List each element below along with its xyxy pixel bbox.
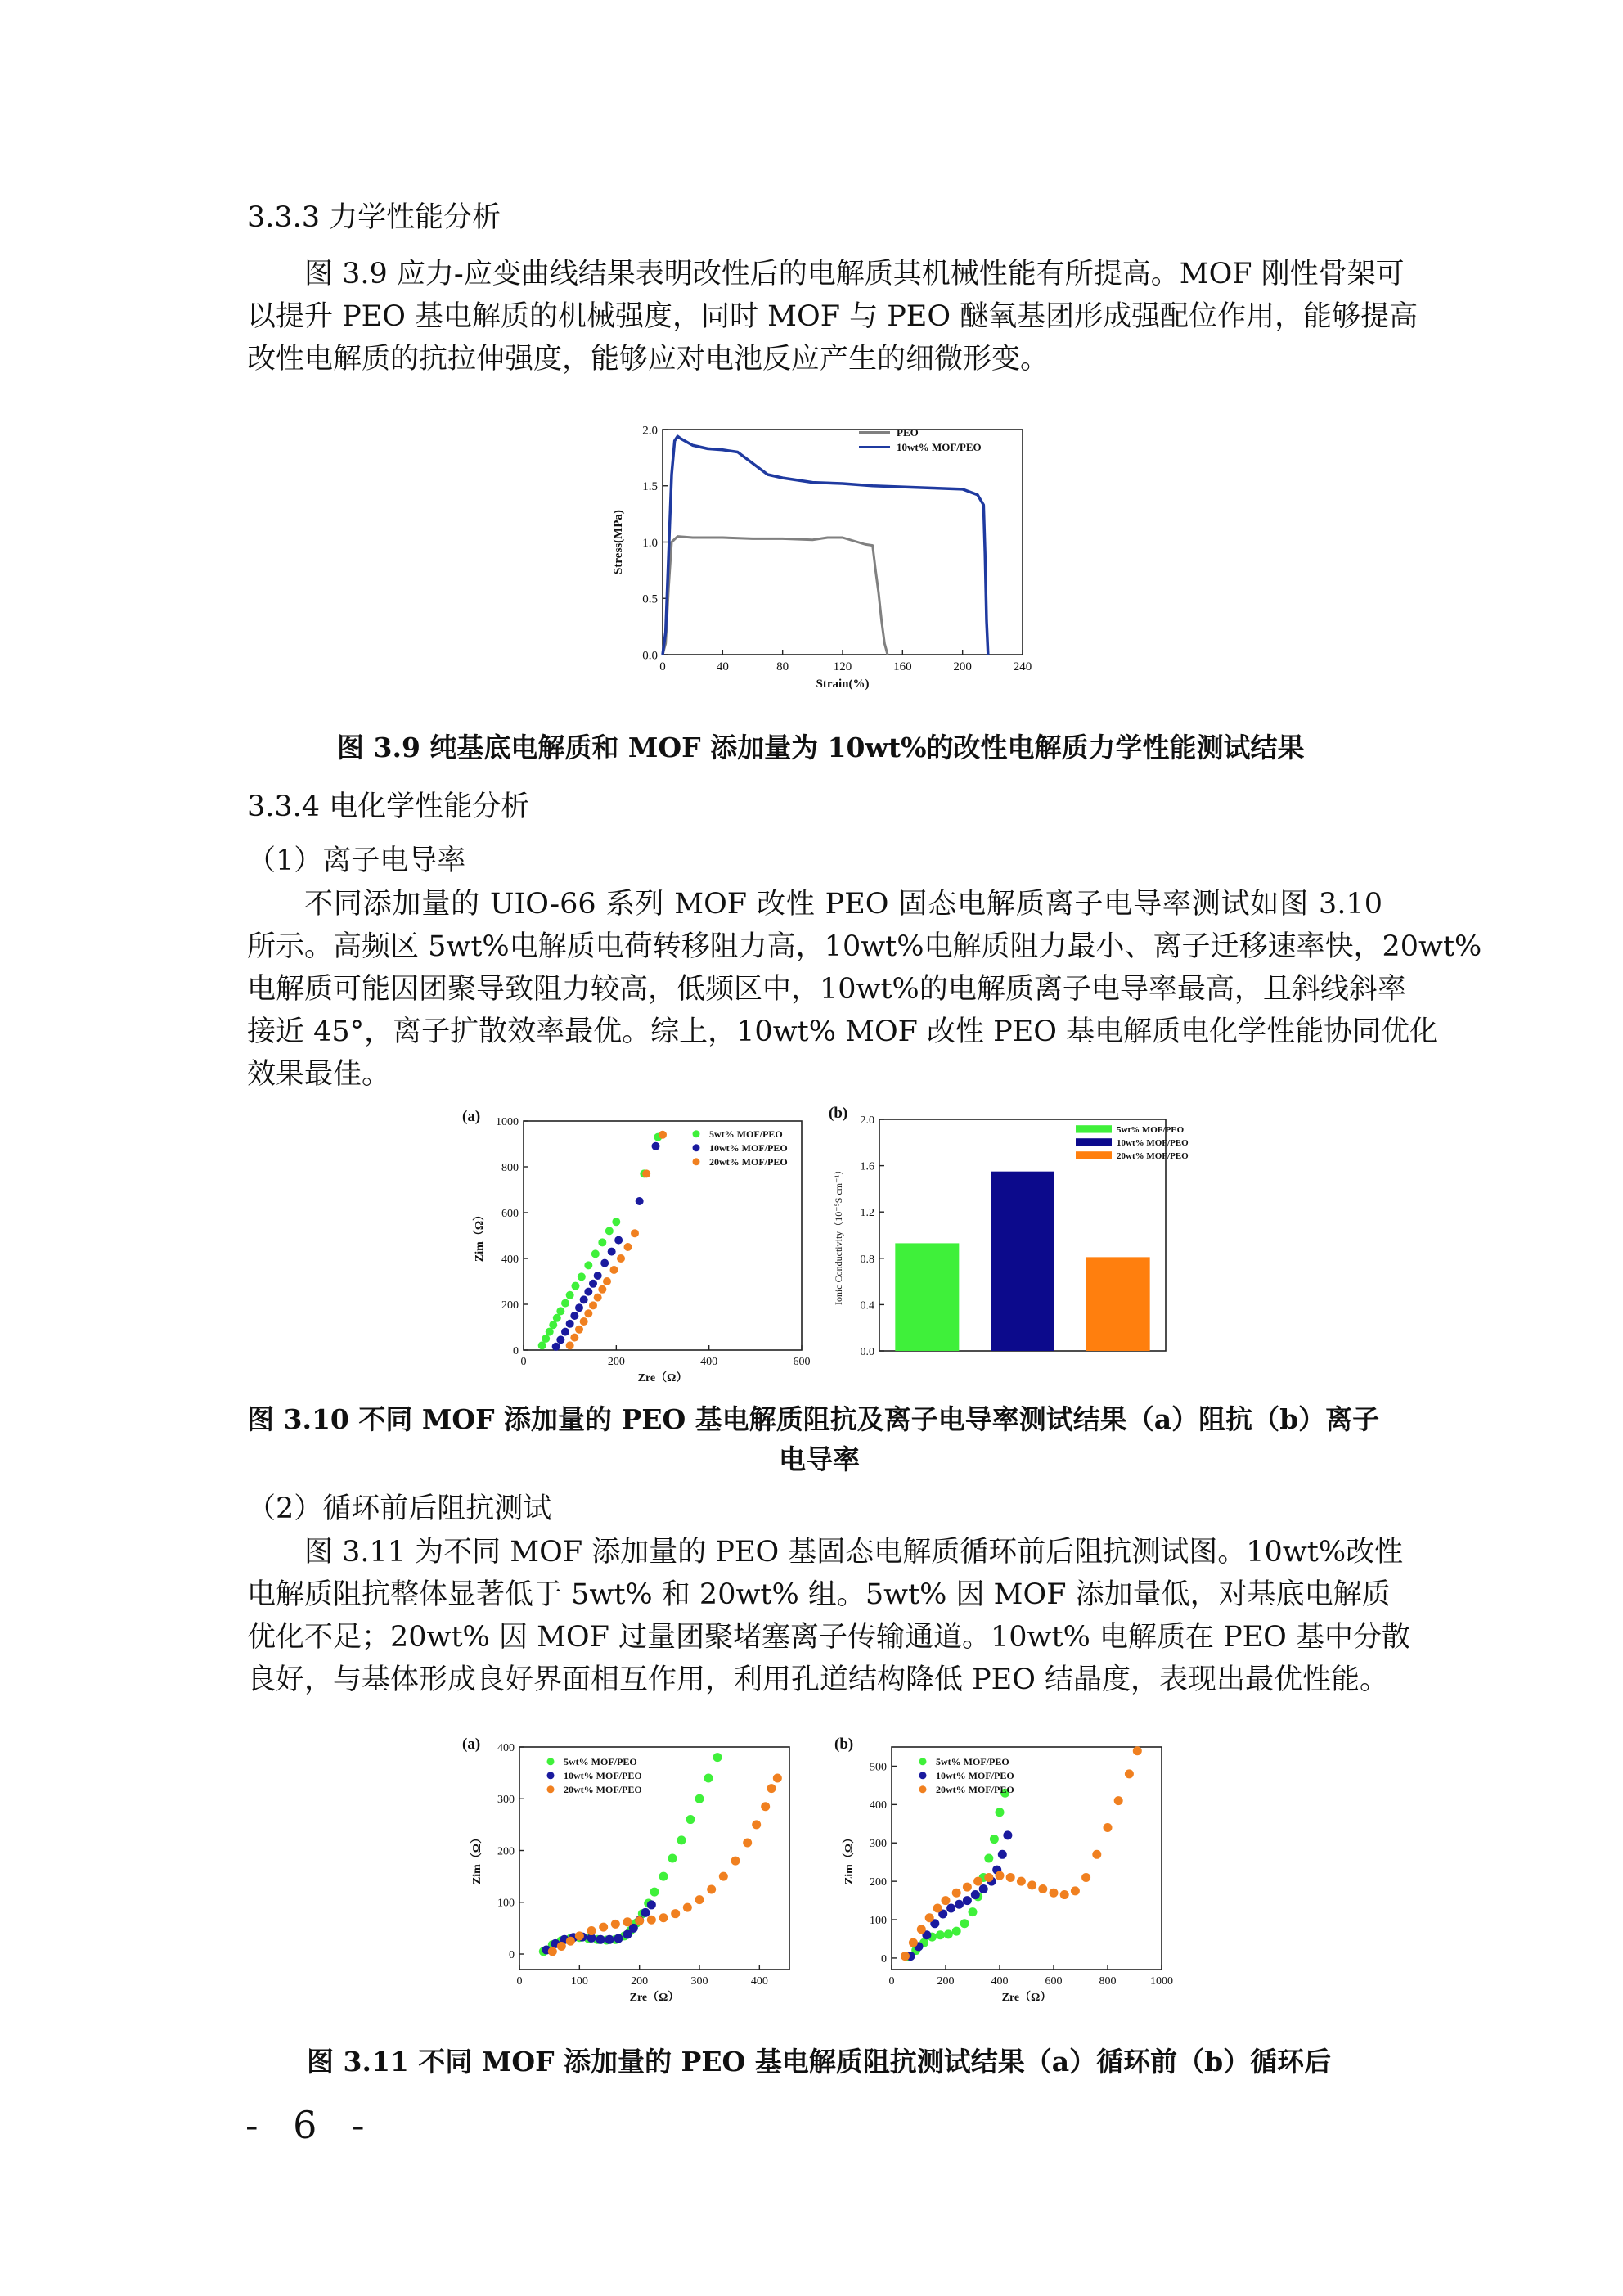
x-tick-label: 200	[607, 1356, 625, 1368]
data-point	[952, 1889, 961, 1898]
series-line	[663, 537, 888, 655]
y-tick-label: 300	[497, 1794, 515, 1807]
paragraph-line: 不同添加量的 UIO-66 系列 MOF 改性 PEO 固态电解质离子电导率测试如图 3.10	[304, 888, 1382, 921]
y-tick-label: 1.0	[642, 536, 658, 550]
legend-marker	[919, 1772, 927, 1779]
data-point	[704, 1773, 713, 1782]
legend-label: 10wt% MOF/PEO	[936, 1770, 1014, 1781]
x-tick-label: 100	[570, 1975, 588, 1988]
y-tick-label: 1000	[496, 1115, 519, 1128]
data-point	[668, 1854, 677, 1863]
y-axis-label: Zim（Ω）	[843, 1831, 856, 1885]
data-point	[996, 1808, 1005, 1817]
x-axis-label: Strain(%)	[816, 678, 870, 691]
data-point	[761, 1802, 770, 1811]
data-point	[596, 1935, 605, 1944]
paragraph-line: 良好，与基体形成良好界面相互作用，利用孔道结构降低 PEO 结晶度，表现出最优性能。	[247, 1663, 1389, 1696]
x-tick-label: 0	[888, 1975, 895, 1988]
x-tick-label: 200	[937, 1975, 955, 1988]
legend-swatch	[1076, 1125, 1112, 1132]
y-tick-label: 0	[881, 1952, 887, 1965]
legend-label: 20wt% MOF/PEO	[709, 1156, 788, 1168]
data-point	[1092, 1850, 1101, 1859]
x-tick-label: 240	[1013, 660, 1032, 673]
data-point	[584, 1261, 592, 1269]
legend-marker	[547, 1785, 555, 1793]
paragraph-line: 效果最佳。	[247, 1058, 391, 1091]
x-tick-label: 1000	[1150, 1975, 1173, 1988]
data-point	[984, 1854, 993, 1863]
data-point	[963, 1896, 972, 1905]
data-point	[1060, 1890, 1069, 1899]
data-point	[1071, 1886, 1080, 1895]
data-point	[707, 1884, 716, 1893]
data-point	[695, 1895, 704, 1904]
y-tick-label: 0	[513, 1344, 519, 1357]
data-point	[659, 1872, 668, 1881]
data-point	[752, 1820, 761, 1829]
legend-label: 20wt% MOF/PEO	[936, 1784, 1014, 1795]
data-point	[917, 1925, 926, 1934]
legend-label: 20wt% MOF/PEO	[564, 1784, 642, 1795]
data-point	[556, 1307, 564, 1315]
data-point	[580, 1295, 588, 1303]
y-tick-label: 0.5	[642, 592, 658, 606]
legend-label: 5wt% MOF/PEO	[936, 1756, 1009, 1767]
data-point	[575, 1326, 583, 1334]
x-tick-label: 300	[690, 1975, 708, 1988]
data-point	[557, 1942, 566, 1951]
data-point	[652, 1142, 660, 1150]
figure-3-11-caption: 图 3.11 不同 MOF 添加量的 PEO 基电解质阻抗测试结果（a）循环前（b）循环后	[307, 2046, 1332, 2078]
series-line	[663, 436, 988, 655]
data-point	[566, 1341, 574, 1349]
data-point	[575, 1303, 583, 1312]
y-tick-label: 400	[501, 1253, 519, 1266]
data-point	[603, 1277, 611, 1285]
bar	[991, 1172, 1054, 1351]
data-point	[608, 1248, 616, 1256]
data-point	[960, 1919, 969, 1928]
figure-3-9-caption: 图 3.9 纯基底电解质和 MOF 添加量为 10wt%的改性电解质力学性能测试结果	[337, 732, 1305, 763]
y-tick-label: 100	[497, 1897, 515, 1910]
x-tick-label: 0	[520, 1356, 527, 1368]
y-tick-label: 400	[870, 1799, 887, 1812]
data-point	[587, 1926, 596, 1935]
data-point	[971, 1890, 980, 1899]
data-point	[600, 1259, 609, 1267]
data-point	[683, 1903, 692, 1912]
y-tick-label: 100	[870, 1914, 887, 1927]
data-point	[614, 1934, 623, 1943]
legend-marker	[693, 1144, 700, 1151]
y-tick-label: 1.2	[860, 1207, 874, 1220]
data-point	[575, 1931, 584, 1940]
y-tick-label: 2.0	[860, 1114, 874, 1127]
x-tick-label: 160	[893, 660, 912, 673]
data-point	[636, 1197, 644, 1205]
legend-swatch	[1076, 1151, 1112, 1159]
data-point	[589, 1280, 597, 1288]
x-axis-label: Zre（Ω）	[637, 1372, 688, 1384]
data-point	[671, 1909, 680, 1918]
data-point	[942, 1896, 951, 1905]
data-point	[944, 1929, 953, 1938]
data-point	[641, 1908, 650, 1917]
data-point	[990, 1835, 999, 1844]
y-tick-label: 1.6	[860, 1160, 874, 1173]
data-point	[584, 1288, 592, 1296]
figure-3-11b-impedance-after-cycling	[826, 1731, 1178, 2013]
x-tick-label: 800	[1099, 1975, 1117, 1988]
data-point	[614, 1236, 623, 1245]
figure-3-10a-impedance-chart	[454, 1105, 822, 1387]
y-tick-label: 200	[497, 1845, 515, 1858]
data-point	[561, 1299, 569, 1308]
legend-label: 5wt% MOF/PEO	[709, 1128, 783, 1140]
data-point	[1133, 1746, 1142, 1755]
y-tick-label: 400	[497, 1741, 515, 1754]
x-tick-label: 80	[776, 660, 789, 673]
data-point	[996, 1871, 1005, 1880]
data-point	[571, 1282, 579, 1290]
data-point	[542, 1335, 550, 1343]
x-tick-label: 40	[716, 660, 729, 673]
page-number: - 6 -	[245, 2103, 376, 2147]
data-point	[591, 1249, 600, 1258]
data-point	[936, 1930, 945, 1939]
data-point	[659, 1131, 667, 1139]
data-point	[549, 1321, 557, 1329]
legend-label: 10wt% MOF/PEO	[709, 1142, 788, 1154]
data-point	[963, 1883, 972, 1892]
data-point	[713, 1753, 722, 1762]
y-tick-label: 600	[501, 1207, 519, 1220]
data-point	[1027, 1880, 1036, 1889]
y-tick-label: 200	[501, 1299, 519, 1312]
figure-3-11a-impedance-before-cycling	[454, 1731, 806, 2013]
data-point	[610, 1266, 618, 1274]
data-point	[594, 1272, 602, 1280]
data-point	[594, 1294, 602, 1302]
legend-swatch	[1076, 1138, 1112, 1146]
data-point	[589, 1301, 597, 1309]
data-point	[578, 1272, 586, 1281]
data-point	[773, 1773, 782, 1782]
data-point	[1003, 1830, 1012, 1839]
legend-label: 10wt% MOF/PEO	[1117, 1138, 1189, 1148]
figure-3-9-stress-strain-chart	[605, 413, 1047, 708]
y-tick-label: 500	[870, 1761, 887, 1774]
paragraph-line: 优化不足；20wt% 因 MOF 过量团聚堵塞离子传输通道。10wt% 电解质在 PEO 基中分散	[247, 1621, 1410, 1654]
y-tick-label: 800	[501, 1161, 519, 1174]
data-point	[952, 1927, 961, 1936]
y-tick-label: 0.8	[860, 1253, 874, 1266]
data-point	[979, 1884, 988, 1893]
legend-label: 10wt% MOF/PEO	[564, 1770, 642, 1781]
data-point	[611, 1920, 620, 1929]
legend-marker	[919, 1758, 927, 1765]
data-point	[566, 1320, 574, 1328]
plot-frame	[663, 430, 1023, 655]
data-point	[1114, 1796, 1123, 1805]
x-tick-label: 400	[750, 1975, 768, 1988]
data-point	[955, 1900, 964, 1909]
data-point	[584, 1309, 592, 1317]
legend-label: 5wt% MOF/PEO	[1117, 1125, 1185, 1135]
paragraph-line: 图 3.11 为不同 MOF 添加量的 PEO 基固态电解质循环前后阻抗测试图。10wt%改性	[304, 1536, 1404, 1569]
x-tick-label: 600	[1045, 1975, 1063, 1988]
data-point	[598, 1238, 606, 1246]
data-point	[686, 1815, 695, 1824]
data-point	[731, 1857, 740, 1866]
x-axis-label: Zre（Ω）	[1001, 1992, 1052, 2004]
data-point	[570, 1334, 578, 1342]
data-point	[1125, 1769, 1134, 1778]
bar	[1086, 1257, 1150, 1351]
y-axis-label: Stress(MPa)	[612, 510, 625, 574]
x-axis-label: Zre（Ω）	[629, 1992, 680, 2004]
data-point	[1006, 1873, 1015, 1882]
paragraph-line: 以提升 PEO 基电解质的机械强度，同时 MOF 与 PEO 醚氧基团形成强配位作用，能够提高	[247, 300, 1418, 333]
y-axis-label: Zim（Ω）	[474, 1209, 486, 1263]
data-point	[909, 1938, 918, 1947]
panel-label: (a)	[462, 1108, 481, 1125]
data-point	[933, 1903, 942, 1912]
data-point	[695, 1794, 704, 1803]
data-point	[973, 1877, 982, 1886]
data-point	[617, 1254, 625, 1263]
paragraph-line: 电解质可能因团聚导致阻力较高，低频区中，10wt%的电解质离子电导率最高，且斜线斜率	[247, 973, 1406, 1006]
data-point	[546, 1328, 554, 1336]
legend-marker	[547, 1758, 555, 1765]
data-point	[538, 1341, 546, 1349]
plot-frame	[519, 1747, 789, 1970]
data-point	[650, 1888, 659, 1897]
subsection-ionic-conductivity: （1）离子电导率	[247, 844, 466, 877]
data-point	[969, 1907, 978, 1916]
legend-label: 5wt% MOF/PEO	[564, 1756, 637, 1767]
x-tick-label: 400	[991, 1975, 1009, 1988]
data-point	[556, 1335, 564, 1344]
y-tick-label: 0.4	[860, 1299, 874, 1312]
data-point	[1104, 1823, 1113, 1832]
legend-marker	[547, 1772, 555, 1779]
panel-label: (a)	[462, 1736, 481, 1753]
panel-label: (b)	[829, 1105, 848, 1122]
figure-3-10-caption-line2: 电导率	[779, 1443, 860, 1475]
data-point	[984, 1873, 993, 1882]
data-point	[561, 1328, 569, 1336]
x-tick-label: 0	[659, 660, 666, 673]
data-point	[901, 1952, 910, 1961]
x-tick-label: 400	[700, 1356, 718, 1368]
data-point	[553, 1314, 561, 1322]
data-point	[677, 1835, 686, 1844]
data-point	[598, 1285, 606, 1294]
legend-label: 20wt% MOF/PEO	[1117, 1151, 1189, 1161]
y-tick-label: 200	[870, 1876, 887, 1889]
data-point	[570, 1312, 578, 1320]
y-tick-label: 1.5	[642, 480, 658, 493]
data-point	[925, 1913, 934, 1922]
figure-3-10-caption-line1: 图 3.10 不同 MOF 添加量的 PEO 基电解质阻抗及离子电导率测试结果（a）阻抗（b）离子	[247, 1403, 1380, 1435]
data-point	[623, 1917, 632, 1926]
legend-marker	[693, 1130, 700, 1137]
data-point	[624, 1243, 632, 1251]
y-tick-label: 2.0	[642, 424, 658, 438]
data-point	[719, 1872, 728, 1881]
x-tick-label: 600	[793, 1356, 811, 1368]
paragraph-line: 所示。高频区 5wt%电解质电荷转移阻力高，10wt%电解质阻力最小、离子迁移速率快，20wt%	[247, 930, 1482, 963]
y-tick-label: 0.0	[860, 1346, 874, 1358]
data-point	[647, 1916, 656, 1925]
plot-frame	[524, 1121, 802, 1350]
data-point	[1081, 1873, 1090, 1882]
legend-marker	[693, 1158, 700, 1165]
data-point	[566, 1937, 575, 1946]
data-point	[566, 1291, 574, 1299]
data-point	[659, 1913, 668, 1922]
y-tick-label: 0.0	[642, 649, 658, 663]
x-tick-label: 200	[953, 660, 972, 673]
x-tick-label: 200	[631, 1975, 649, 1988]
data-point	[605, 1227, 614, 1235]
x-tick-label: 0	[516, 1975, 523, 1988]
data-point	[1050, 1889, 1059, 1898]
paragraph-line: 图 3.9 应力-应变曲线结果表明改性后的电解质其机械性能有所提高。MOF 刚性骨架可	[304, 258, 1405, 290]
paragraph-line: 接近 45°，离子扩散效率最优。综上，10wt% MOF 改性 PEO 基电解质电化学性能协同优化	[247, 1015, 1439, 1048]
data-point	[767, 1784, 776, 1793]
section-3-3-4-heading: 3.3.4 电化学性能分析	[247, 790, 530, 823]
paragraph-line: 电解质阻抗整体显著低于 5wt% 和 20wt% 组。5wt% 因 MOF 添加量低，对基底电解质	[247, 1578, 1391, 1611]
data-point	[647, 1900, 656, 1909]
legend-label: PEO	[897, 426, 919, 439]
paragraph-line: 改性电解质的抗拉伸强度，能够应对电池反应产生的细微形变。	[247, 343, 1050, 376]
y-tick-label: 300	[870, 1838, 887, 1851]
data-point	[552, 1343, 560, 1351]
data-point	[599, 1923, 608, 1932]
data-point	[946, 1903, 955, 1912]
data-point	[1038, 1884, 1047, 1893]
y-axis-label: Zim（Ω）	[471, 1831, 483, 1885]
figure-3-10b-conductivity-bar-chart	[822, 1105, 1190, 1366]
y-axis-label: Ionic Conductivity（10⁻⁵S cm⁻¹）	[833, 1164, 844, 1306]
subsection-impedance-cycling: （2）循环前后阻抗测试	[247, 1492, 552, 1525]
legend-marker	[919, 1785, 927, 1793]
data-point	[635, 1916, 644, 1925]
data-point	[1017, 1877, 1026, 1886]
data-point	[605, 1935, 614, 1944]
panel-label: (b)	[834, 1736, 854, 1753]
bar	[895, 1243, 959, 1351]
section-3-3-3-heading: 3.3.3 力学性能分析	[247, 201, 501, 234]
data-point	[612, 1218, 620, 1226]
data-point	[548, 1947, 557, 1956]
legend-label: 10wt% MOF/PEO	[897, 441, 982, 453]
data-point	[998, 1850, 1007, 1859]
data-point	[580, 1317, 588, 1326]
data-point	[631, 1229, 639, 1237]
y-tick-label: 0	[509, 1948, 515, 1961]
data-point	[642, 1169, 650, 1177]
x-tick-label: 120	[833, 660, 852, 673]
data-point	[743, 1839, 752, 1848]
